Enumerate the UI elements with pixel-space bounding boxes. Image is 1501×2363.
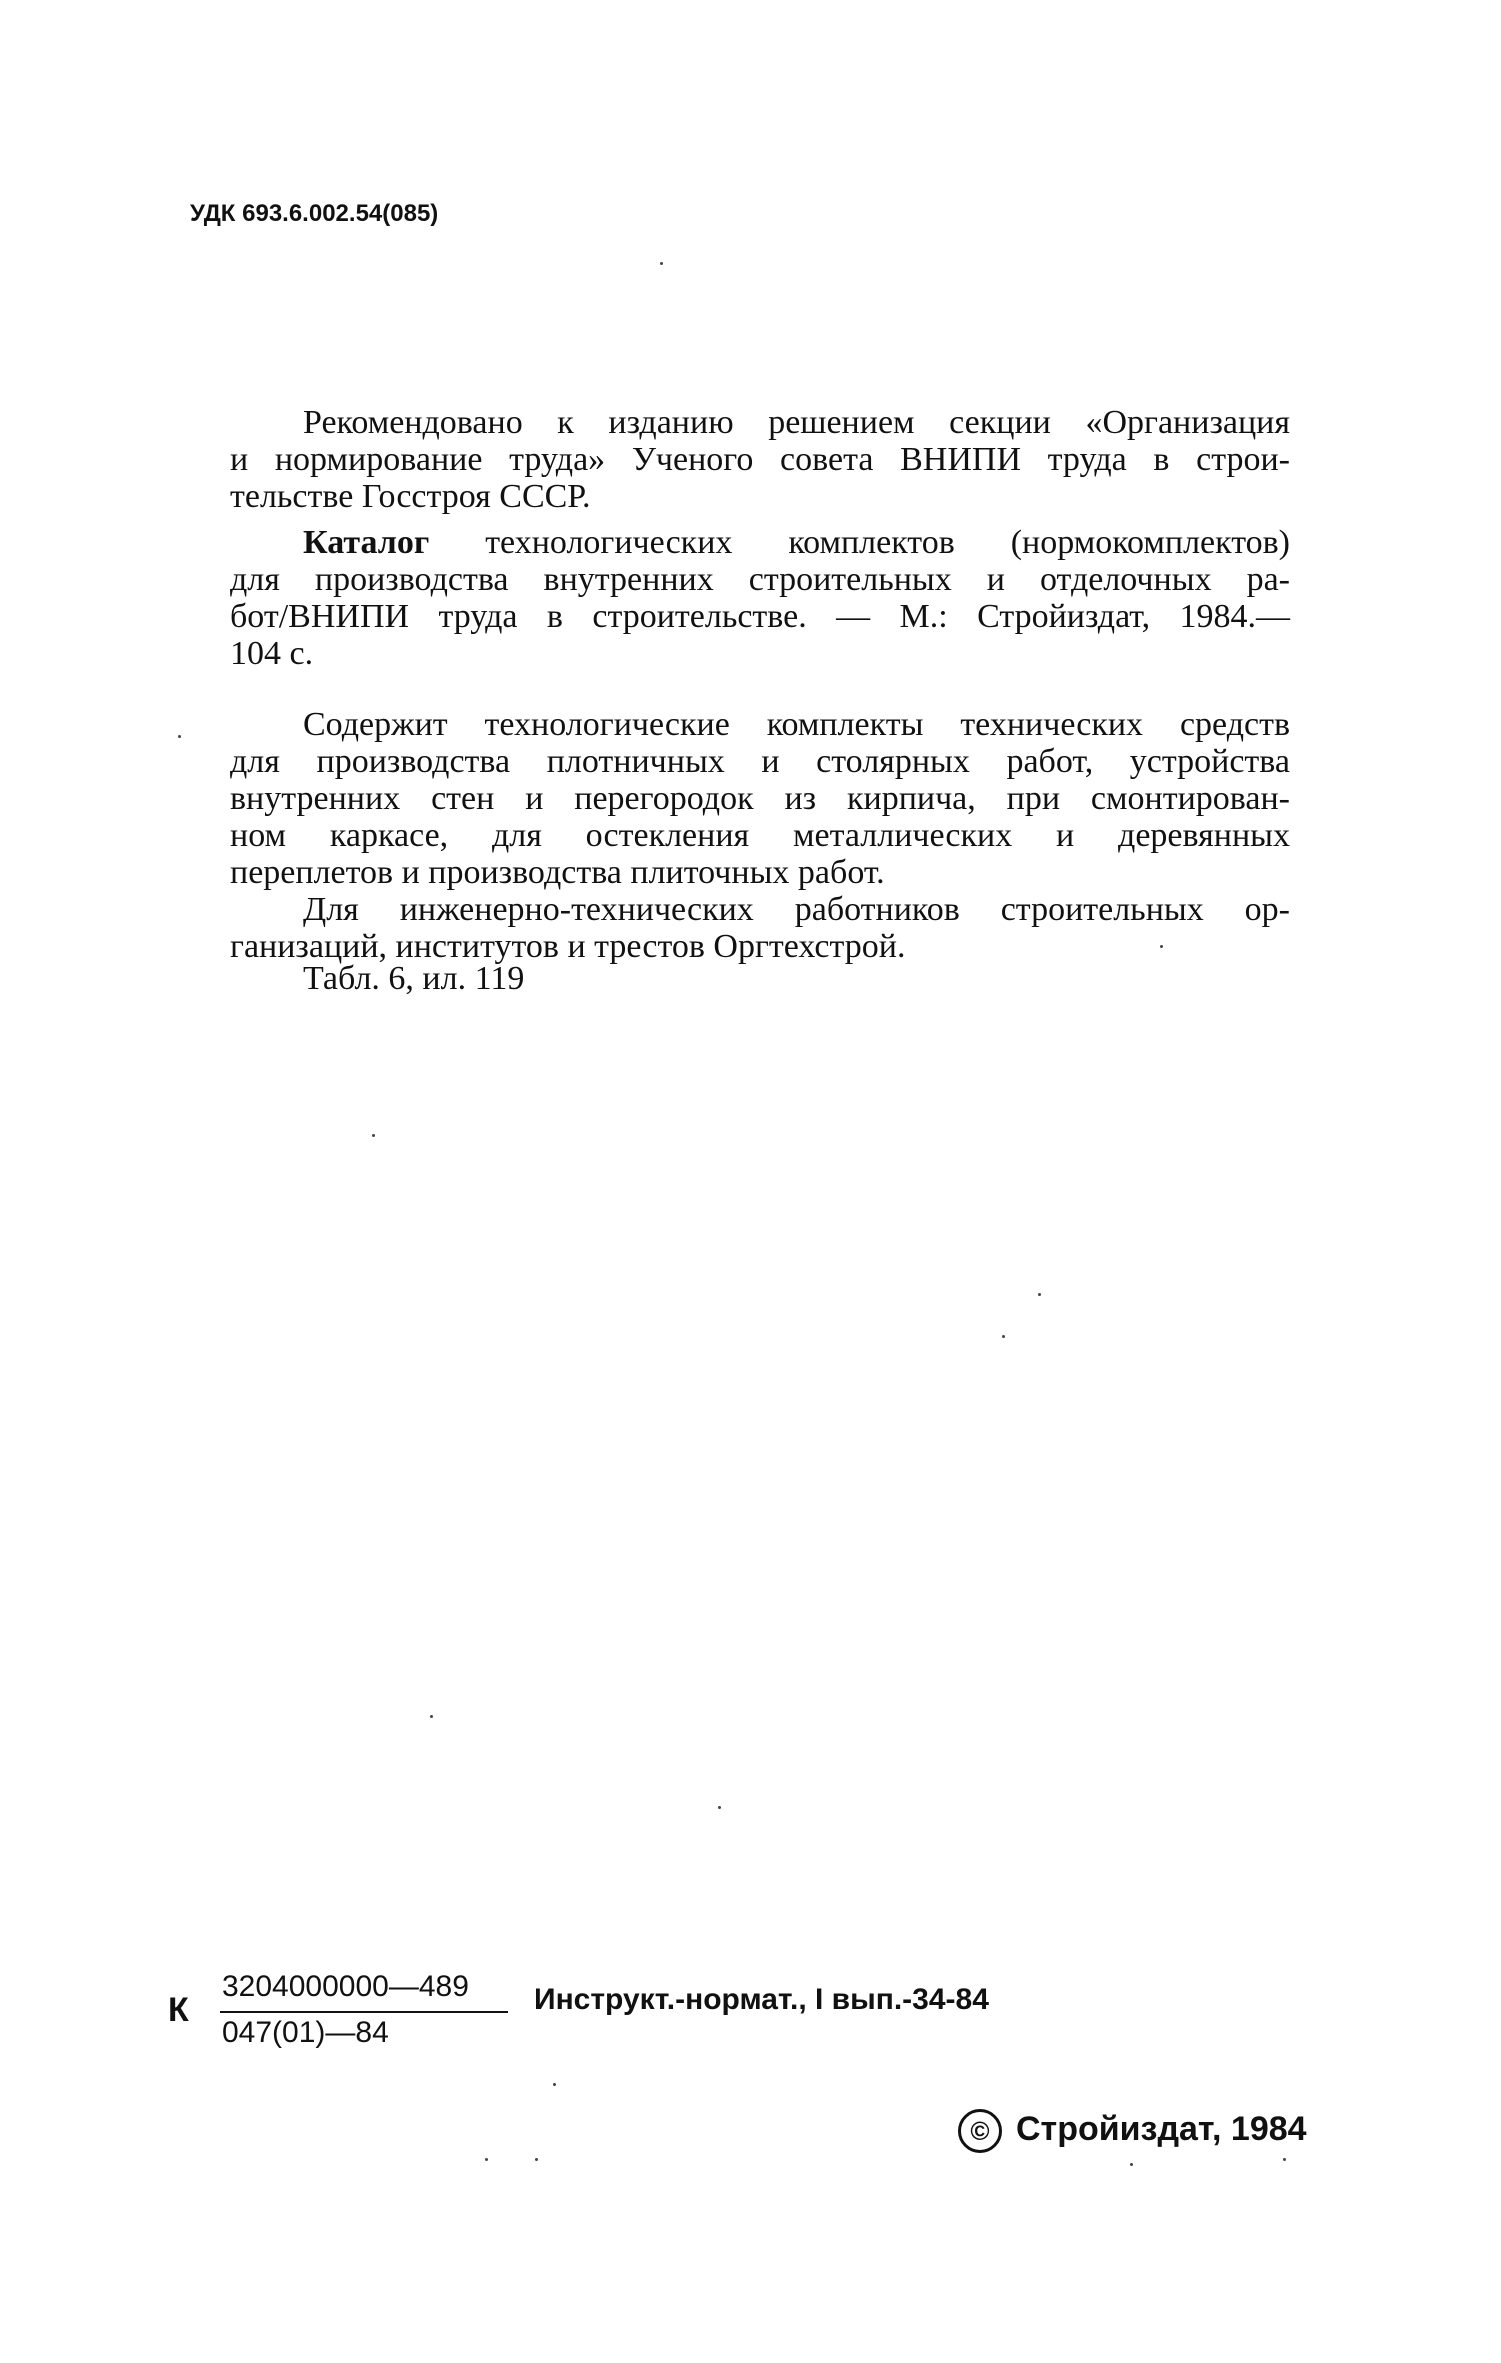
description-line: ном каркасе, для остекления металлических и деревянных [230, 817, 1290, 854]
scan-speck [553, 2083, 556, 2086]
catalog-title: Каталог [303, 524, 430, 561]
copyright [958, 2109, 1307, 2153]
scan-speck [485, 2158, 488, 2161]
catalog-line: 104 с. [230, 635, 314, 672]
scan-speck [660, 262, 663, 265]
description-line: для производства плотничных и столярных работ, устройства [230, 743, 1290, 780]
recommendation-line: Рекомендовано к изданию решением секции «Организация [303, 404, 1290, 441]
imprint-letter: К [168, 1991, 189, 2029]
copyright-text: Стройиздат, 1984 [1016, 2109, 1307, 2148]
catalog-line: для производства внутренних строительных и отделочных ра- [230, 561, 1290, 598]
description-line: Содержит технологические комплекты технических средств [303, 706, 1290, 743]
catalog-line: бот/ВНИПИ труда в строительстве. — М.: Стройиздат, 1984.— [230, 598, 1290, 635]
imprint-denominator: 047(01)—84 [222, 2016, 389, 2049]
copyright-icon: © [958, 2109, 1002, 2153]
catalog-line-text: технологических комплектов (нормокомплектов) [429, 524, 1290, 561]
description-line: ганизаций, институтов и трестов Оргтехстрой. [230, 928, 906, 965]
imprint-edition: Инструкт.-нормат., I вып.-34-84 [534, 1983, 989, 2016]
scan-speck [535, 2158, 538, 2161]
scan-speck [1130, 2163, 1133, 2166]
description-line: Для инженерно-технических работников строительных ор- [303, 891, 1290, 928]
udk-code: УДК 693.6.002.54(085) [190, 200, 439, 227]
catalog-line [230, 524, 1290, 561]
scan-speck [178, 735, 181, 738]
description-line: внутренних стен и перегородок из кирпича, при смонтирован- [230, 780, 1290, 817]
imprint-numerator: 3204000000—489 [222, 1970, 469, 2003]
scan-speck [430, 1715, 433, 1718]
recommendation-line: и нормирование труда» Ученого совета ВНИПИ труда в строи- [230, 441, 1290, 478]
catalog-annotation [230, 524, 1290, 672]
recommendation-line: тельстве Госстроя СССР. [230, 478, 591, 515]
description-paragraph [230, 706, 1290, 965]
scan-speck [1038, 1293, 1041, 1296]
scan-speck [718, 1806, 721, 1809]
scan-speck [1283, 2158, 1286, 2161]
scan-speck [1160, 945, 1163, 948]
tables-illustrations-count: Табл. 6, ил. 119 [303, 960, 525, 997]
recommendation-paragraph [230, 404, 1290, 515]
fraction-divider [220, 2011, 508, 2013]
description-line: переплетов и производства плиточных работ. [230, 854, 885, 891]
scan-speck [1002, 1335, 1005, 1338]
scan-speck [372, 1134, 375, 1137]
